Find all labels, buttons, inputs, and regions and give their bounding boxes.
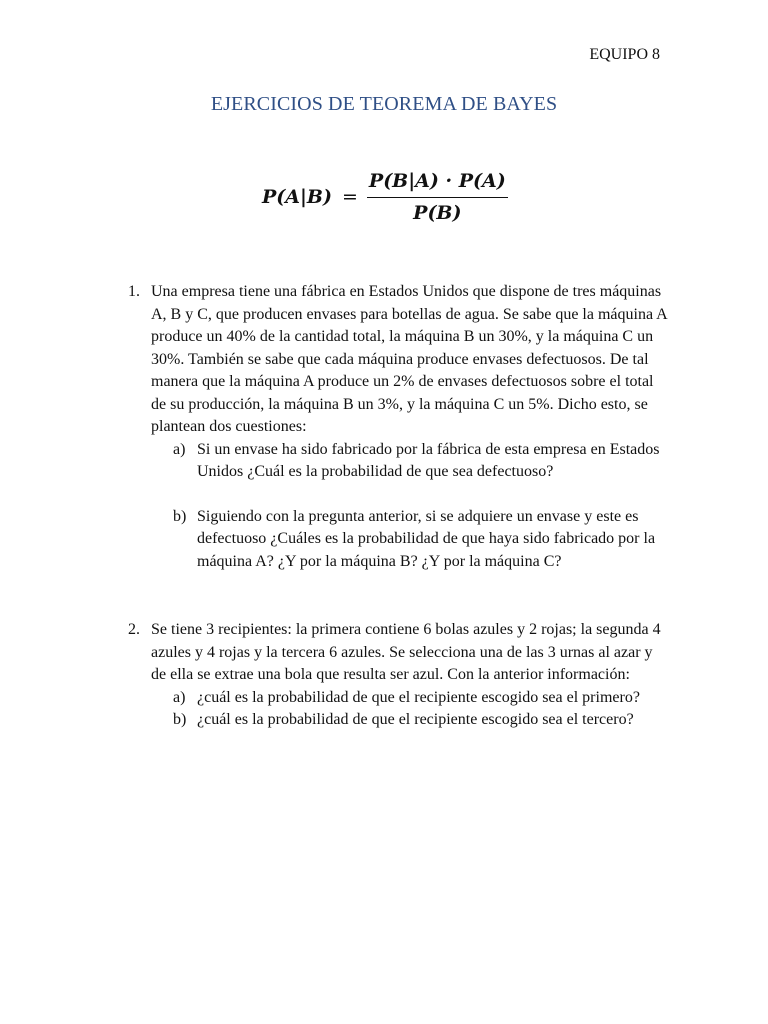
part-letter: a) (173, 688, 186, 706)
question-text: Una empresa tiene una fábrica en Estados Unidos que dispone de tres máquinas A, B y C, que producen envases para botellas de agua. Se sabe que la máquina A produce un 40% de la cantidad total, la máquina B un 30%, y la máquina C un 30%. También se sabe que cada máquina produce envases defectuosos. De tal manera que la máquina A produce un 2% de envases defectuosos sobre el total de su producción, la máquina B un 3%, y la máquina C un 5%. Dicho esto, se plantean dos cuestiones: (151, 283, 667, 435)
question-body (151, 619, 668, 732)
part-letter: b) (173, 507, 187, 525)
team-label: EQUIPO 8 (589, 46, 660, 63)
bayes-formula (262, 170, 508, 224)
question-number: 1. (128, 283, 140, 300)
formula-numerator: P(B|A) · P(A) (368, 170, 506, 192)
part-text: Si un envase ha sido fabricado por la fábrica de esta empresa en Estados Unidos ¿Cuál es la probabilidad de que sea defectuoso? (197, 440, 660, 480)
formula-lhs: P(A|B) (262, 186, 332, 209)
question-1-part-b (173, 506, 668, 574)
question-body (151, 281, 668, 573)
question-1-part-a (173, 439, 668, 484)
question-2 (128, 619, 668, 732)
part-text: ¿cuál es la probabilidad de que el recipiente escogido sea el tercero? (197, 711, 634, 728)
formula-equals: = (341, 186, 358, 209)
question-text: Se tiene 3 recipientes: la primera contiene 6 bolas azules y 2 rojas; la segunda 4 azules y 4 rojas y la tercera 6 azules. Se selecciona una de las 3 urnas al azar y de ella se extrae una bola que resulta ser azul. Con la anterior información: (151, 621, 661, 683)
formula-fraction (367, 170, 508, 224)
page-title: EJERCICIOS DE TEOREMA DE BAYES (210, 93, 558, 115)
part-letter: b) (173, 711, 187, 728)
part-text: ¿cuál es la probabilidad de que el recipiente escogido sea el primero? (197, 688, 640, 706)
question-2-part-b (173, 709, 668, 732)
question-1 (128, 281, 668, 573)
formula-denominator: P(B) (413, 202, 462, 225)
question-number: 2. (128, 621, 140, 638)
question-2-part-a (173, 687, 668, 710)
part-text: Siguiendo con la pregunta anterior, si se adquiere un envase y este es defectuoso ¿Cuáles es la probabilidad de que haya sido fabricado por la máquina A? ¿Y por la máquina B? ¿Y por la máquina C? (197, 507, 656, 570)
part-letter: a) (173, 440, 186, 458)
question-list (128, 281, 668, 732)
